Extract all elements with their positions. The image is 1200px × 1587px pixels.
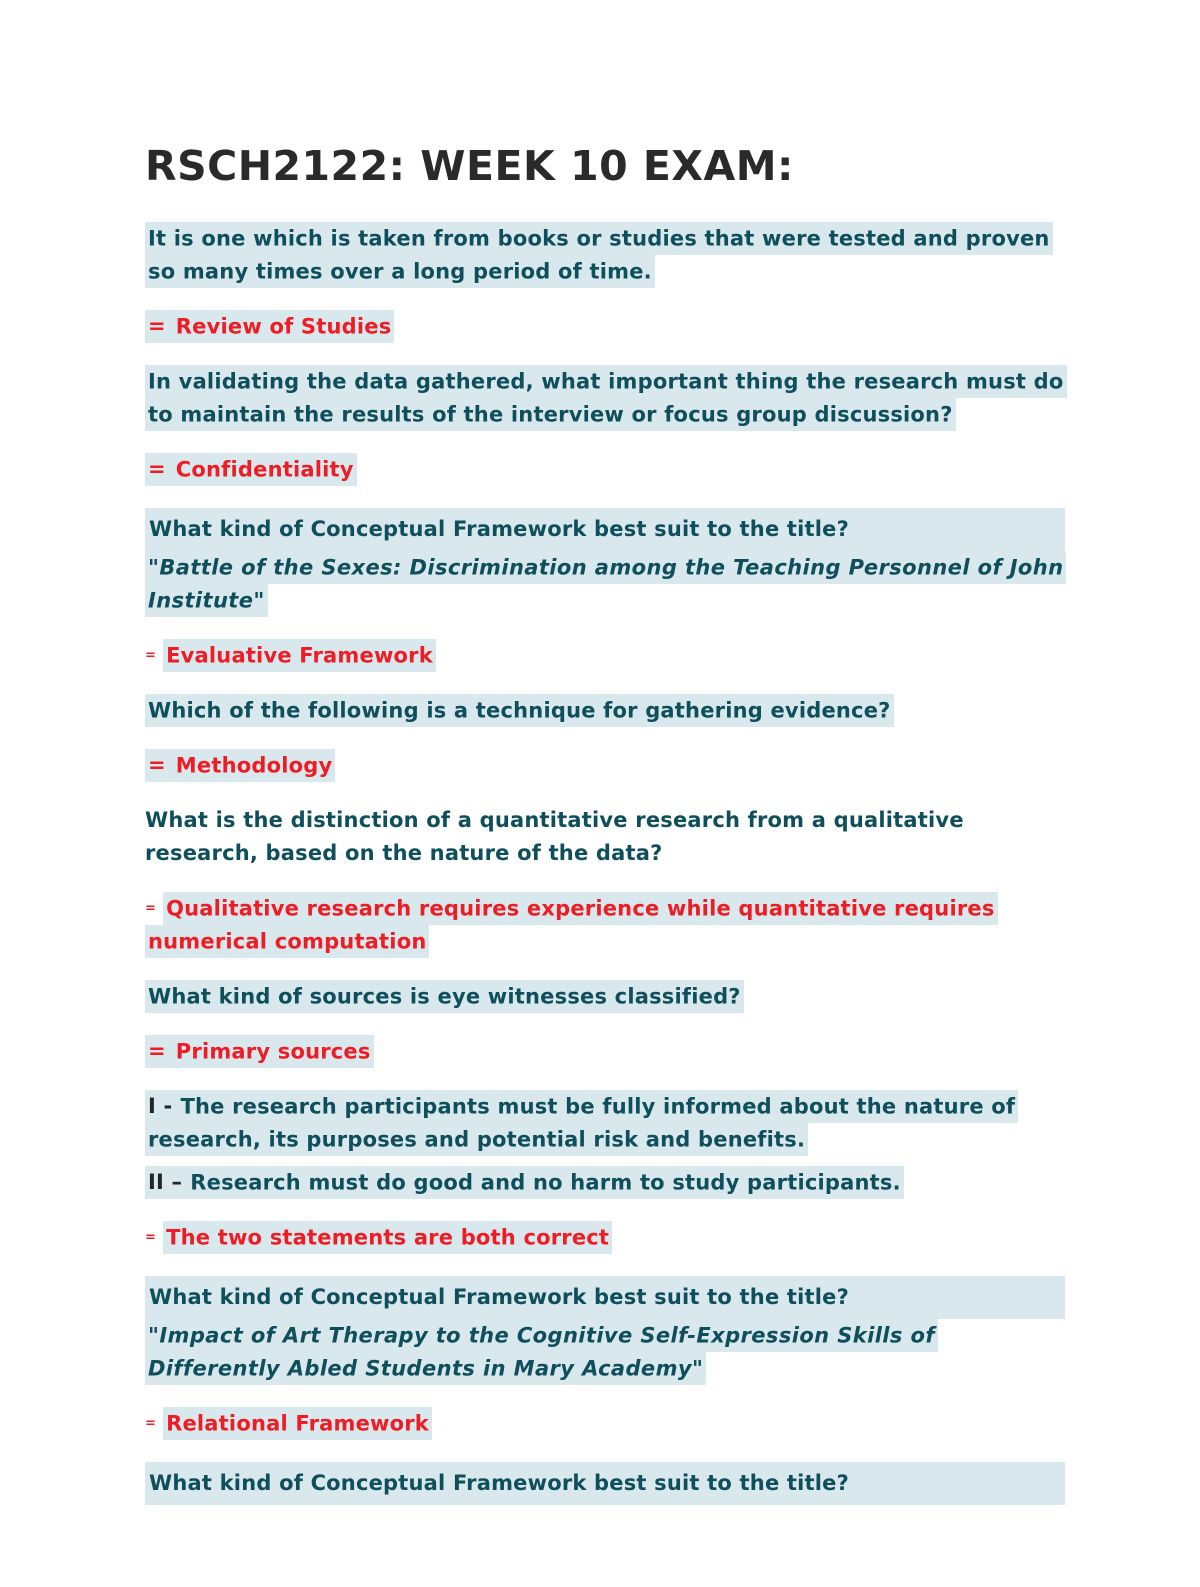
statement-1-label: I - — [148, 1094, 173, 1118]
highlighted-question: What kind of sources is eye witnesses classified? — [145, 980, 744, 1013]
highlighted-answer — [145, 1035, 374, 1068]
highlighted-answer — [145, 310, 394, 343]
answer-marker: = — [148, 314, 166, 338]
question-plain: What is the distinction of a quantitative research from a qualitative research, based on the nature of the data? — [145, 808, 964, 865]
highlighted-answer: Qualitative research requires experience while quantitative requires numerical computation — [145, 892, 998, 958]
answer-marker: = — [145, 1416, 157, 1431]
statement-2-label: II – — [148, 1170, 183, 1194]
answer-text — [145, 453, 1065, 486]
answer-label: Primary sources — [175, 1039, 371, 1063]
statement-1-text: The research participants must be fully informed about the nature of research, its purposes and potential risk and benefits. — [148, 1094, 1016, 1151]
page-title: RSCH2122: WEEK 10 EXAM: — [145, 142, 794, 190]
highlighted-answer: The two statements are both correct — [163, 1221, 612, 1254]
answer-text — [145, 749, 1065, 782]
highlighted-answer — [145, 453, 357, 486]
answer-marker: = — [148, 1039, 166, 1063]
answer-text — [145, 1035, 1065, 1068]
answer-text — [145, 639, 1065, 672]
quoted-title: "Battle of the Sexes: Discrimination among the Teaching Personnel of John Institute" — [148, 555, 1064, 612]
answer-marker: = — [145, 901, 157, 916]
answer-marker: = — [145, 1230, 157, 1245]
answer-label: Methodology — [175, 753, 333, 777]
answer-text — [145, 310, 1065, 343]
question-line: What kind of Conceptual Framework best suit to the title? — [149, 1471, 850, 1495]
question-text — [145, 980, 1065, 1013]
highlighted-statement — [145, 1090, 1018, 1156]
statement-2 — [145, 1166, 1065, 1199]
highlighted-question: It is one which is taken from books or studies that were tested and proven so many times over a long period of time. — [145, 222, 1053, 288]
answer-label: Review of Studies — [175, 314, 392, 338]
highlighted-answer: Relational Framework — [163, 1407, 432, 1440]
highlighted-quote — [145, 551, 1066, 617]
question-text — [145, 1276, 1065, 1319]
highlighted-answer: Evaluative Framework — [163, 639, 436, 672]
question-text — [145, 804, 1065, 870]
highlighted-quote — [145, 1319, 938, 1385]
answer-marker: = — [148, 753, 166, 777]
quoted-title: "Impact of Art Therapy to the Cognitive Self-Expression Skills of Differently Abled Students in Mary Academy" — [148, 1323, 935, 1380]
question-text — [145, 1462, 1065, 1505]
statement-2-text: Research must do good and no harm to study participants. — [190, 1170, 901, 1194]
statement-1 — [145, 1090, 1065, 1156]
answer-marker: = — [148, 457, 166, 481]
answer-marker: = — [145, 648, 157, 663]
highlighted-statement — [145, 1166, 904, 1199]
question-quote — [145, 551, 1065, 617]
answer-text — [145, 1407, 1065, 1440]
question-text — [145, 222, 1065, 288]
answer-text — [145, 892, 1065, 958]
highlighted-answer — [145, 749, 335, 782]
answer-label: Confidentiality — [175, 457, 354, 481]
question-line: What kind of Conceptual Framework best suit to the title? — [149, 517, 850, 541]
answer-text — [145, 1221, 1065, 1254]
highlighted-question: Which of the following is a technique for gathering evidence? — [145, 694, 894, 727]
question-text — [145, 365, 1065, 431]
question-line: What kind of Conceptual Framework best suit to the title? — [149, 1285, 850, 1309]
question-quote — [145, 1319, 1065, 1385]
highlighted-question: In validating the data gathered, what important thing the research must do to maintain the results of the interview or focus group discussion? — [145, 365, 1067, 431]
question-text — [145, 508, 1065, 551]
question-text — [145, 694, 1065, 727]
